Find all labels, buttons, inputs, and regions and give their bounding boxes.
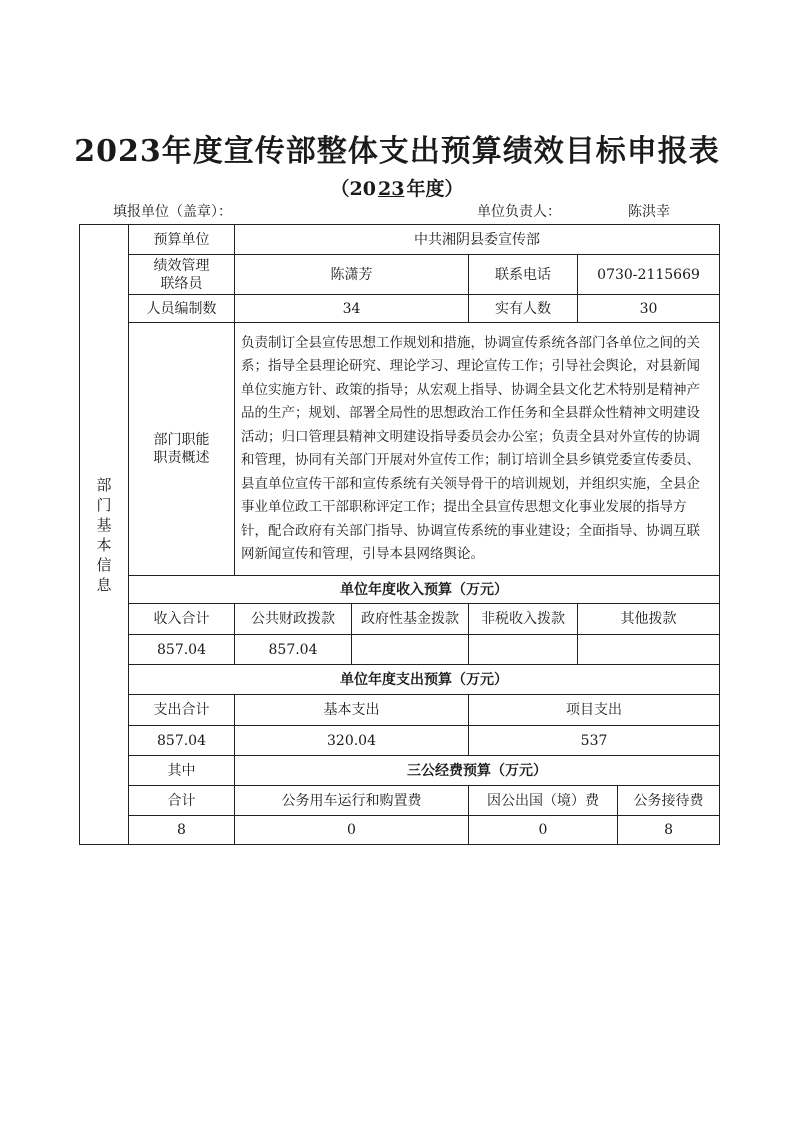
expense-value-total: 857.04 xyxy=(129,726,235,756)
three-public-header-reception: 公务接待费 xyxy=(618,786,720,816)
leader-name: 陈洪幸 xyxy=(628,204,670,220)
duty-label-line1: 部门职能 xyxy=(153,432,210,448)
three-public-header-total: 合计 xyxy=(129,786,235,816)
year-prefix: 20 xyxy=(349,178,376,200)
three-public-value-vehicle: 0 xyxy=(235,816,469,845)
three-public-heading: 三公经费预算（万元） xyxy=(235,756,720,786)
side-label: 部门基本信息 xyxy=(96,475,112,594)
year-underlined: 23 xyxy=(377,178,405,200)
phone-value: 0730-2115669 xyxy=(578,255,720,295)
budget-unit-value: 中共湘阴县委宣传部 xyxy=(235,225,720,255)
expense-header-project: 项目支出 xyxy=(469,695,720,726)
income-value-non-tax xyxy=(469,635,578,665)
three-public-value-abroad: 0 xyxy=(469,816,618,845)
staff-quota-label: 人员编制数 xyxy=(129,295,235,323)
three-public-value-total: 8 xyxy=(129,816,235,845)
among-label: 其中 xyxy=(129,756,235,786)
duty-label xyxy=(129,323,235,576)
year-open: （ xyxy=(330,178,350,200)
page-title: 2023年度宣传部整体支出预算绩效目标申报表 xyxy=(74,134,720,169)
contact-label xyxy=(129,255,235,295)
duty-label-line2: 职责概述 xyxy=(153,450,210,466)
income-header-public-finance: 公共财政拨款 xyxy=(235,604,352,635)
contact-label-line1: 绩效管理 xyxy=(153,257,210,274)
three-public-value-reception: 8 xyxy=(618,816,720,845)
actual-staff-value: 30 xyxy=(578,295,720,323)
year-suffix: 年度 xyxy=(406,178,445,200)
expense-header-total: 支出合计 xyxy=(129,695,235,726)
income-header-other: 其他拨款 xyxy=(578,604,720,635)
income-value-gov-fund xyxy=(352,635,469,665)
contact-name: 陈潇芳 xyxy=(235,255,469,295)
budget-unit-label: 预算单位 xyxy=(129,225,235,255)
income-header-non-tax: 非税收入拨款 xyxy=(469,604,578,635)
duty-text: 负责制订全县宣传思想工作规划和措施，协调宣传系统各部门各单位之间的关系；指导全县理论研究、理论学习、理论宣传工作；引导社会舆论，对县新闻单位实施方针、政策的指导；从宏观上指导、协调全县文化艺术特别是精神产品的生产；规划、部署全局性的思想政治工作任务和全县群众性精神文明建设活动；归口管理县精神文明建设指导委员会办公室；负责全县对外宣传的协调和管理，协同有关部门开展对外宣传工作；制订培训全县乡镇党委宣传委员、县直单位宣传干部和宣传系统有关领导骨干的培训规划，并组织实施，全县企事业单位政工干部职称评定工作；提出全县宣传思想文化事业发展的指导方针，配合政府有关部门指导、协调宣传系统的事业建设；全面指导、协调互联网新闻宣传和管理，引导本县网络舆论。 xyxy=(235,323,720,576)
expense-value-project: 537 xyxy=(469,726,720,756)
expense-value-basic: 320.04 xyxy=(235,726,469,756)
three-public-header-abroad: 因公出国（境）费 xyxy=(469,786,618,816)
income-header-total: 收入合计 xyxy=(129,604,235,635)
three-public-header-vehicle: 公务用车运行和购置费 xyxy=(235,786,469,816)
leader-label: 单位负责人： xyxy=(477,204,561,220)
side-label-cell xyxy=(80,225,129,845)
phone-label: 联系电话 xyxy=(469,255,578,295)
year-close: ） xyxy=(444,178,464,200)
contact-label-line2: 联络员 xyxy=(160,275,203,292)
budget-form-table xyxy=(79,224,720,845)
year-line xyxy=(0,174,794,201)
income-value-public-finance: 857.04 xyxy=(235,635,352,665)
income-value-total: 857.04 xyxy=(129,635,235,665)
income-heading: 单位年度收入预算（万元） xyxy=(129,576,720,604)
income-value-other xyxy=(578,635,720,665)
income-header-gov-fund: 政府性基金拨款 xyxy=(352,604,469,635)
expense-heading: 单位年度支出预算（万元） xyxy=(129,665,720,695)
filler-label: 填报单位（盖章）： xyxy=(113,204,232,220)
actual-staff-label: 实有人数 xyxy=(469,295,578,323)
expense-header-basic: 基本支出 xyxy=(235,695,469,726)
staff-quota-value: 34 xyxy=(235,295,469,323)
